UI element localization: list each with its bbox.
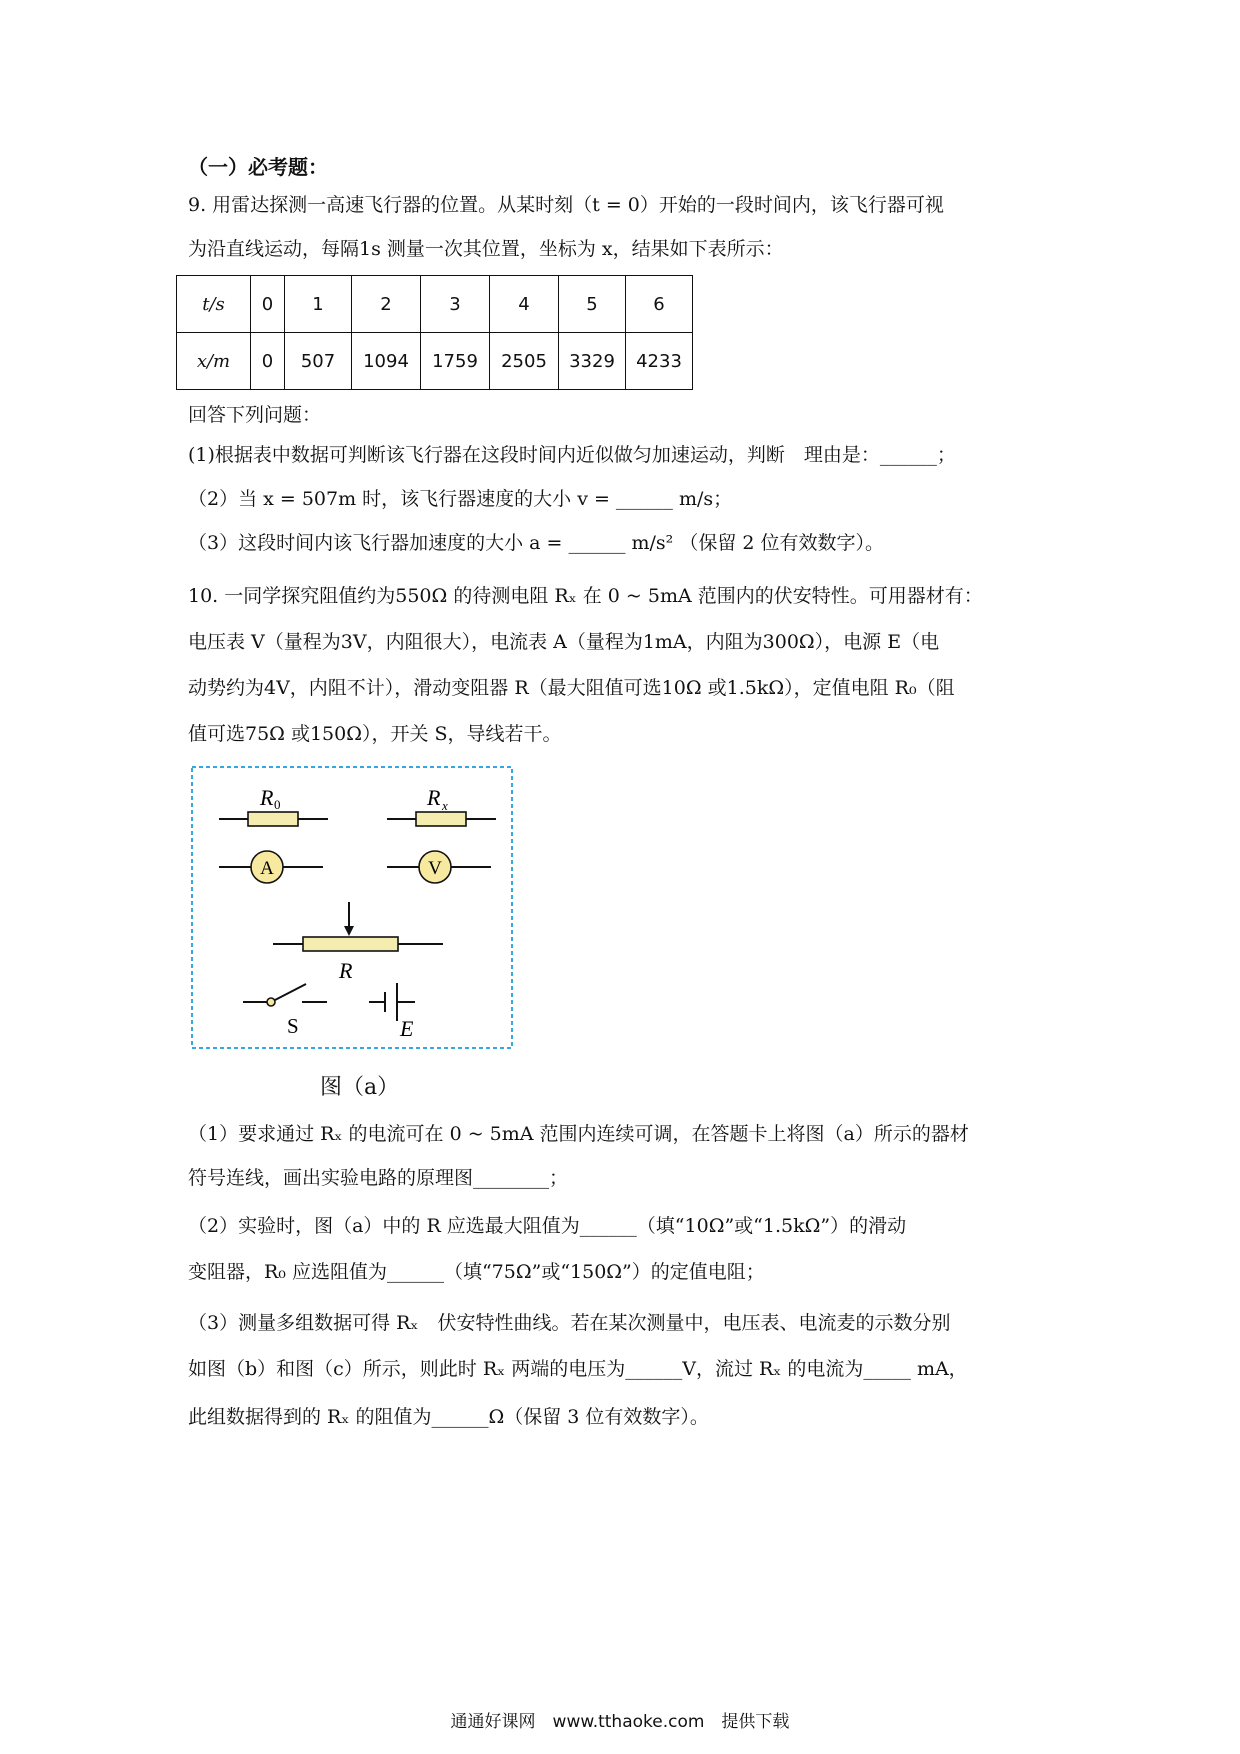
voltmeter-symbol: [387, 851, 491, 883]
q10-stem-line4: 值可选75Ω 或150Ω），开关 S，导线若干。: [188, 723, 562, 745]
q10-stem-line2: 电压表 V（量程为3V，内阻很大），电流表 A（量程为1mA，内阻为300Ω），电源 E（电: [188, 631, 940, 653]
table-row-t: [177, 276, 693, 333]
label-e: E: [400, 1016, 414, 1041]
position-time-table: [176, 275, 693, 390]
q9-sub1: (1)根据表中数据可判断该飞行器在这段时间内近似做匀加速运动，判断 理由是：______；: [188, 444, 956, 466]
table-cell: 3: [421, 276, 490, 333]
table-cell: 2505: [490, 333, 559, 390]
footer-source: 通通好课网 www.tthaoke.com 提供下载: [450, 1712, 790, 1732]
label-r0-sub: 0: [274, 797, 281, 812]
q9-stem-line1: 9. 用雷达探测一高速飞行器的位置。从某时刻（t = 0）开始的一段时间内，该飞行器可视: [188, 194, 944, 216]
q10-sub3-line3: 此组数据得到的 Rₓ 的阻值为______Ω（保留 3 位有效数字）。: [188, 1406, 709, 1428]
q10-sub1-line2: 符号连线，画出实验电路的原理图________；: [188, 1167, 569, 1189]
rheostat-symbol: [273, 902, 443, 983]
table-cell: 4233: [626, 333, 693, 390]
section-title: （一）必考题：: [188, 155, 328, 179]
table-cell: 1094: [352, 333, 421, 390]
q10-sub2-line1: （2）实验时，图（a）中的 R 应选最大阻值为______（填“10Ω”或“1.5kΩ”）的滑动: [188, 1215, 907, 1237]
label-rx-sub: x: [442, 798, 448, 813]
label-v: V: [428, 858, 442, 879]
table-cell: 1759: [421, 333, 490, 390]
q10-stem-line3: 动势约为4V，内阻不计），滑动变阻器 R（最大阻值可选10Ω 或1.5kΩ），定值电阻 R₀（阻: [188, 677, 955, 699]
ammeter-symbol: [219, 851, 323, 883]
resistor-r0-symbol: [219, 785, 328, 826]
q10-sub1-line1: （1）要求通过 Rₓ 的电流可在 0 ~ 5mA 范围内连续可调，在答题卡上将图（a）所示的器材: [188, 1123, 969, 1145]
table-header-t: t/s: [177, 276, 251, 333]
table-cell: 0: [251, 276, 285, 333]
q9-sub2: （2）当 x = 507m 时，该飞行器速度的大小 v = ______ m/s；: [188, 488, 733, 510]
q10-sub2-line2: 变阻器，R₀ 应选阻值为______（填“75Ω”或“150Ω”）的定值电阻；: [188, 1261, 765, 1283]
q10-sub3-line1: （3）测量多组数据可得 Rₓ 伏安特性曲线。若在某次测量中，电压表、电流麦的示数分别: [188, 1312, 951, 1334]
label-r: R: [339, 958, 353, 983]
answer-prompt: 回答下列问题：: [188, 404, 322, 426]
label-r0: R: [260, 785, 274, 810]
q10-stem-line1: 10. 一同学探究阻值约为550Ω 的待测电阻 Rₓ 在 0 ~ 5mA 范围内的伏安特性。可用器材有：: [188, 585, 983, 607]
table-cell: 3329: [559, 333, 626, 390]
table-cell: 6: [626, 276, 693, 333]
table-cell: 0: [251, 333, 285, 390]
q10-sub3-line2: 如图（b）和图（c）所示，则此时 Rₓ 两端的电压为______V，流过 Rₓ 的电流为_____ mA，: [188, 1358, 968, 1380]
battery-symbol: [369, 983, 415, 1041]
table-cell: 2: [352, 276, 421, 333]
table-cell: 4: [490, 276, 559, 333]
table-header-x: x/m: [177, 333, 251, 390]
table-cell: 507: [285, 333, 352, 390]
figure-caption: 图（a）: [320, 1075, 400, 1100]
label-s: S: [287, 1014, 299, 1038]
table-cell: 5: [559, 276, 626, 333]
table-row-x: [177, 333, 693, 390]
table-cell: 1: [285, 276, 352, 333]
label-a: A: [260, 858, 274, 879]
switch-symbol: [243, 984, 327, 1038]
q9-sub3: （3）这段时间内该飞行器加速度的大小 a = ______ m/s² （保留 2 位有效数字）。: [188, 532, 884, 554]
dashed-border: [192, 767, 512, 1048]
resistor-rx-symbol: [387, 785, 496, 826]
q9-stem-line2: 为沿直线运动，每隔1s 测量一次其位置，坐标为 x，结果如下表所示：: [188, 238, 784, 260]
label-rx: R: [427, 785, 441, 810]
circuit-components-diagram: [191, 766, 513, 1049]
